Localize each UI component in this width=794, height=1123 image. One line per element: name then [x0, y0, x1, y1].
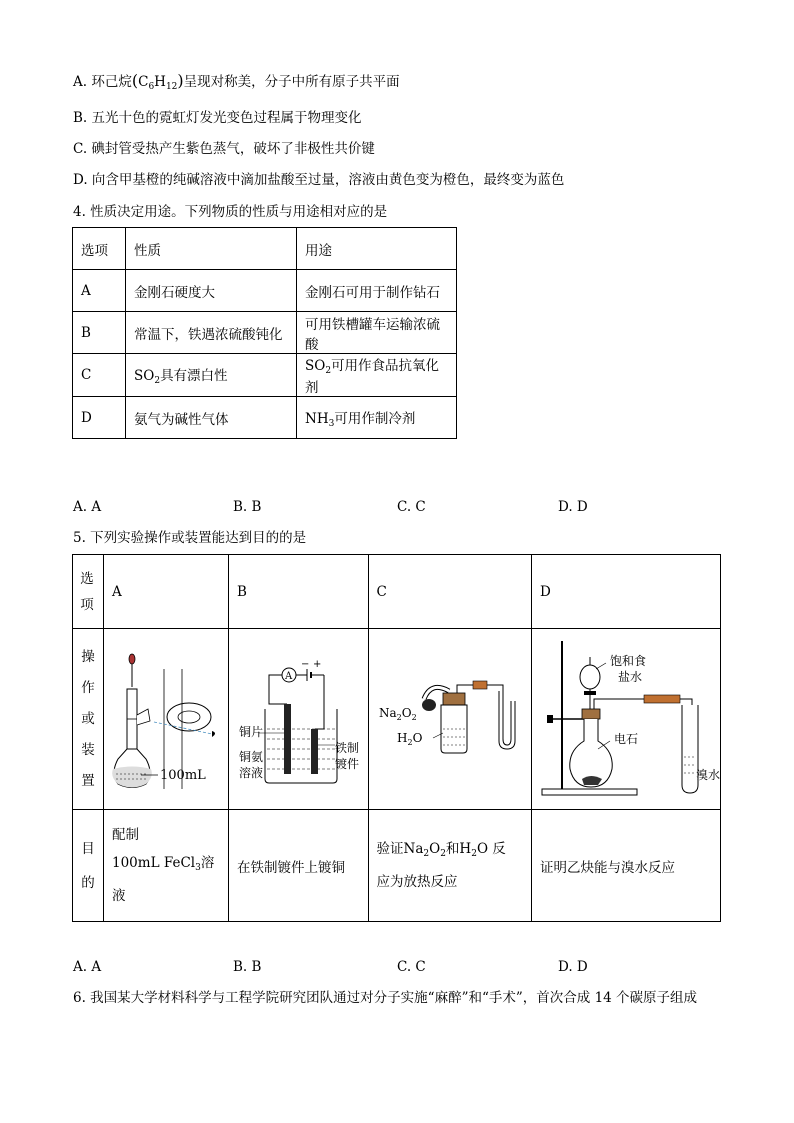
- ammeter-label: A: [285, 671, 293, 682]
- saturated-brine-label-2: 盐水: [618, 670, 643, 684]
- table-header-cell: 性质: [126, 228, 297, 270]
- flask-volume-label: 100mL: [160, 768, 206, 783]
- row-label-purpose: 目的: [81, 840, 95, 891]
- q3-option-c: C. 碘封管受热产生紫色蒸气，破坏了非极性共价键: [73, 141, 375, 157]
- q4-answer-options: [73, 497, 723, 517]
- table-cell: A: [73, 270, 126, 312]
- table-row: [73, 312, 457, 354]
- copper-plate-label: 铜片: [239, 725, 264, 739]
- calcium-carbide-label: 电石: [614, 732, 639, 746]
- table-header-cell: B: [229, 555, 369, 629]
- volumetric-flask-figure: [104, 629, 228, 805]
- q3-option-a: A. 环己烷$(C_6H_{12})$呈现对称美，分子中所有原子共平面: [73, 71, 400, 92]
- table-row: [73, 228, 457, 270]
- table-cell: 金刚石可用于制作钻石: [297, 270, 457, 312]
- table-row-label: [73, 629, 104, 810]
- iron-part-label-2: 镀件: [335, 757, 360, 771]
- q4-stem: 4. 性质决定用途。下列物质的性质与用途相对应的是: [73, 204, 388, 220]
- table-header-cell: A: [104, 555, 229, 629]
- table-row: [73, 629, 721, 810]
- table-row: [73, 270, 457, 312]
- plus-terminal: +: [313, 659, 322, 670]
- row-label-apparatus: 操作或装置: [81, 648, 95, 789]
- svg-text:H2O: $H_2O$: [396, 731, 422, 747]
- table-cell: 氨气为碱性气体: [126, 397, 297, 439]
- purpose-cell-a: 配制 100mL FeCl$_3$溶 液: [104, 810, 229, 922]
- table-cell: B: [73, 312, 126, 354]
- answer-option-c[interactable]: C. C: [397, 499, 426, 515]
- bromine-water-label: 溴水: [696, 768, 720, 782]
- table-header-cell: D: [532, 555, 721, 629]
- header-label: 选项: [80, 570, 94, 613]
- figure-cell-c: [368, 629, 532, 810]
- answer-option-a[interactable]: A. A: [73, 959, 102, 975]
- purpose-cell-c: 验证$Na_2O_2$和$H_2O$ 反 应为放热反应: [368, 810, 532, 922]
- iron-part-label-1: 铁制: [335, 741, 360, 755]
- q5-stem: 5. 下列实验操作或装置能达到目的的是: [73, 530, 307, 546]
- table-cell: $NH_3$可用作制冷剂: [297, 397, 457, 439]
- table-row: [73, 810, 721, 922]
- answer-option-d[interactable]: D. D: [558, 499, 588, 515]
- purpose-cell-d: 证明乙炔能与溴水反应: [532, 810, 721, 922]
- cuprammonium-label-2: 溶液: [239, 766, 264, 780]
- table-row: [73, 397, 457, 439]
- figure-cell-b: [229, 629, 369, 810]
- answer-option-d[interactable]: D. D: [558, 959, 588, 975]
- answer-option-b[interactable]: B. B: [233, 959, 262, 975]
- svg-text:Na2O2: $Na_2O_2$: [378, 706, 417, 722]
- saturated-brine-label-1: 饱和食: [610, 654, 647, 668]
- table-header-cell: [73, 555, 104, 629]
- figure-cell-a: [104, 629, 229, 810]
- table-header-cell: 用途: [297, 228, 457, 270]
- electroplating-figure: [229, 629, 367, 805]
- answer-option-a[interactable]: A. A: [73, 499, 102, 515]
- answer-option-b[interactable]: B. B: [233, 499, 262, 515]
- table-cell: D: [73, 397, 126, 439]
- q5-table: [72, 554, 721, 922]
- q6-stem: 6. 我国某大学材料科学与工程学院研究团队通过对分子实施“麻醉”和“手术”，首次合成 14 个碳原子组成: [73, 990, 698, 1006]
- q3-option-b: B. 五光十色的霓虹灯发光变色过程属于物理变化: [73, 110, 362, 126]
- table-cell: 金刚石硬度大: [126, 270, 297, 312]
- q3-option-d: D. 向含甲基橙的纯碱溶液中滴加盐酸至过量，溶液由黄色变为橙色，最终变为蓝色: [73, 172, 565, 188]
- table-cell: C: [73, 354, 126, 397]
- cuprammonium-label-1: 铜氨: [239, 750, 264, 764]
- sodium-peroxide-figure: [369, 629, 531, 805]
- table-cell: 常温下，铁遇浓硫酸钝化: [126, 312, 297, 354]
- q4-table: [72, 227, 457, 439]
- figure-cell-d: [532, 629, 721, 810]
- table-cell: 可用铁槽罐车运输浓硫酸: [297, 312, 457, 354]
- acetylene-figure: [532, 629, 720, 805]
- q5-answer-options: [73, 957, 723, 977]
- answer-option-c[interactable]: C. C: [397, 959, 426, 975]
- table-header-cell: 选项: [73, 228, 126, 270]
- table-row-label: [73, 810, 104, 922]
- table-row: [73, 354, 457, 397]
- table-row: [73, 555, 721, 629]
- purpose-cell-b: 在铁制镀件上镀铜: [229, 810, 369, 922]
- table-cell: $SO_2$具有漂白性: [126, 354, 297, 397]
- minus-terminal: −: [301, 659, 310, 670]
- table-header-cell: C: [368, 555, 532, 629]
- table-cell: $SO_2$可用作食品抗氧化剂: [297, 354, 457, 397]
